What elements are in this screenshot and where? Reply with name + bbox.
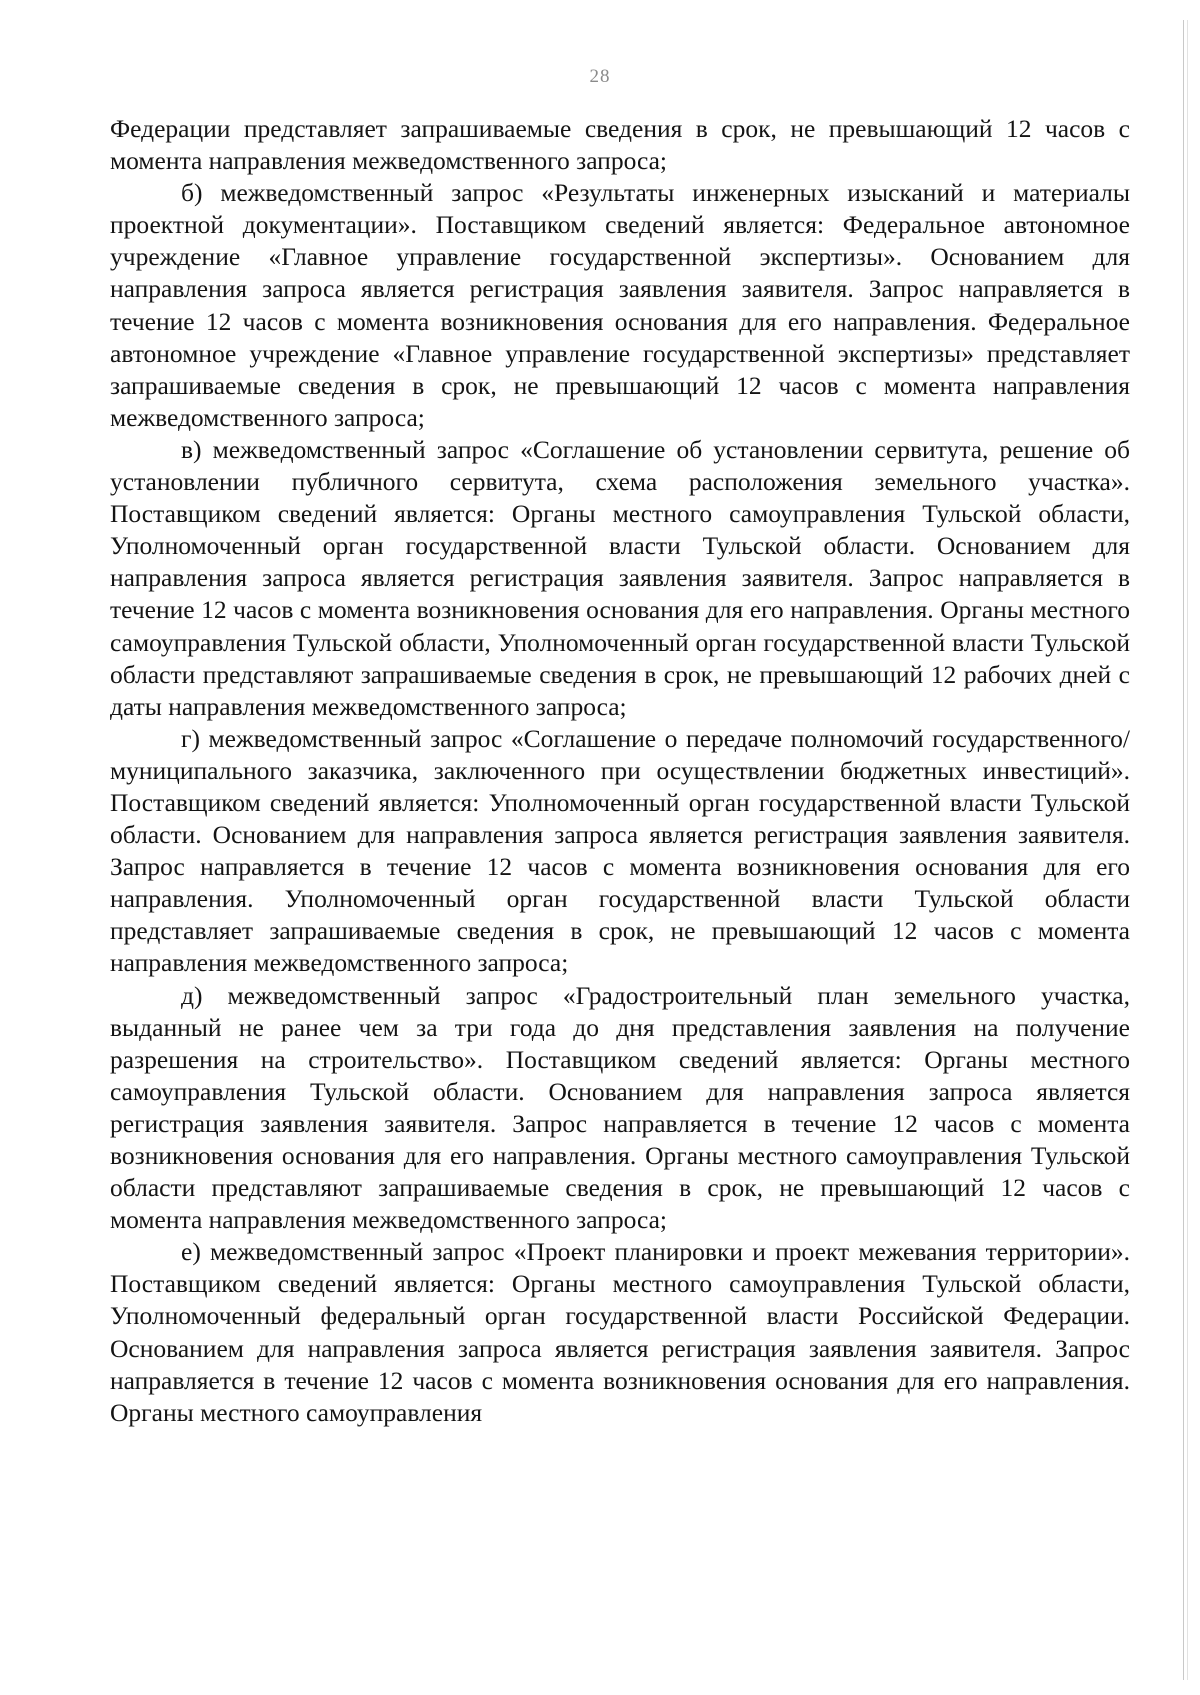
- paragraph-item-e: е) межведомственный запрос «Проект планировки и проект межевания территории». Поставщиком сведений является: Органы местного самоуправления Тульской области, Уполномоченный федеральный орган государственной власти Российской Федерации. Основанием для направления запроса является регистрация заявления заявителя. Запрос направляется в течение 12 часов с момента возникновения основания для его направления. Органы местного самоуправления: [110, 1237, 1130, 1427]
- paragraph-item-v: в) межведомственный запрос «Соглашение об установлении сервитута, решение об установлении публичного сервитута, схема расположения земельного участка». Поставщиком сведений является: Органы местного самоуправления Тульской области, Уполномоченный орган государственной власти Тульской области. Основанием для направления запроса является регистрация заявления заявителя. Запрос направляется в течение 12 часов с момента возникновения основания для его направления. Органы местного самоуправления Тульской области, Уполномоченный орган государственной власти Тульской области представляют запрашиваемые сведения в срок, не превышающий 12 рабочих дней с даты направления межведомственного запроса;: [110, 434, 1130, 721]
- paragraph-continuation: Федерации представляет запрашиваемые сведения в срок, не превышающий 12 часов с момента направления межведомственного запроса;: [110, 114, 1130, 176]
- paragraph-item-b: б) межведомственный запрос «Результаты инженерных изысканий и материалы проектной документации». Поставщиком сведений является: Федеральное автономное учреждение «Главное управление государственной экспертизы». Основанием для направления запроса является регистрация заявления заявителя. Запрос направляется в течение 12 часов с момента возникновения основания для его направления. Федеральное автономное учреждение «Главное управление государственной экспертизы» представляет запрашиваемые сведения в срок, не превышающий 12 часов с момента направления межведомственного запроса;: [110, 178, 1130, 432]
- paragraph-item-d: д) межведомственный запрос «Градостроительный план земельного участка, выданный не ранее чем за три года до дня представления заявления на получение разрешения на строительство». Поставщиком сведений является: Органы местного самоуправления Тульской области. Основанием для направления запроса является регистрация заявления заявителя. Запрос направляется в течение 12 часов с момента возникновения основания для его направления. Органы местного самоуправления Тульской области представляют запрашиваемые сведения в срок, не превышающий 12 часов с момента направления межведомственного запроса;: [110, 980, 1130, 1235]
- scan-edge-line: [1183, 20, 1184, 1680]
- document-body: [110, 113, 1130, 1429]
- page-number: 28: [589, 66, 611, 87]
- paragraph-item-g: г) межведомственный запрос «Соглашение о передаче полномочий государственного/ муниципального заказчика, заключенного при осуществлении бюджетных инвестиций». Поставщиком сведений является: Уполномоченный орган государственной власти Тульской области. Основанием для направления запроса является регистрация заявления заявителя. Запрос направляется в течение 12 часов с момента возникновения основания для его направления. Уполномоченный орган государственной власти Тульской области представляет запрашиваемые сведения в срок, не превышающий 12 часов с момента направления межведомственного запроса;: [110, 723, 1130, 978]
- scan-edge-line-secondary: [1187, 20, 1188, 1680]
